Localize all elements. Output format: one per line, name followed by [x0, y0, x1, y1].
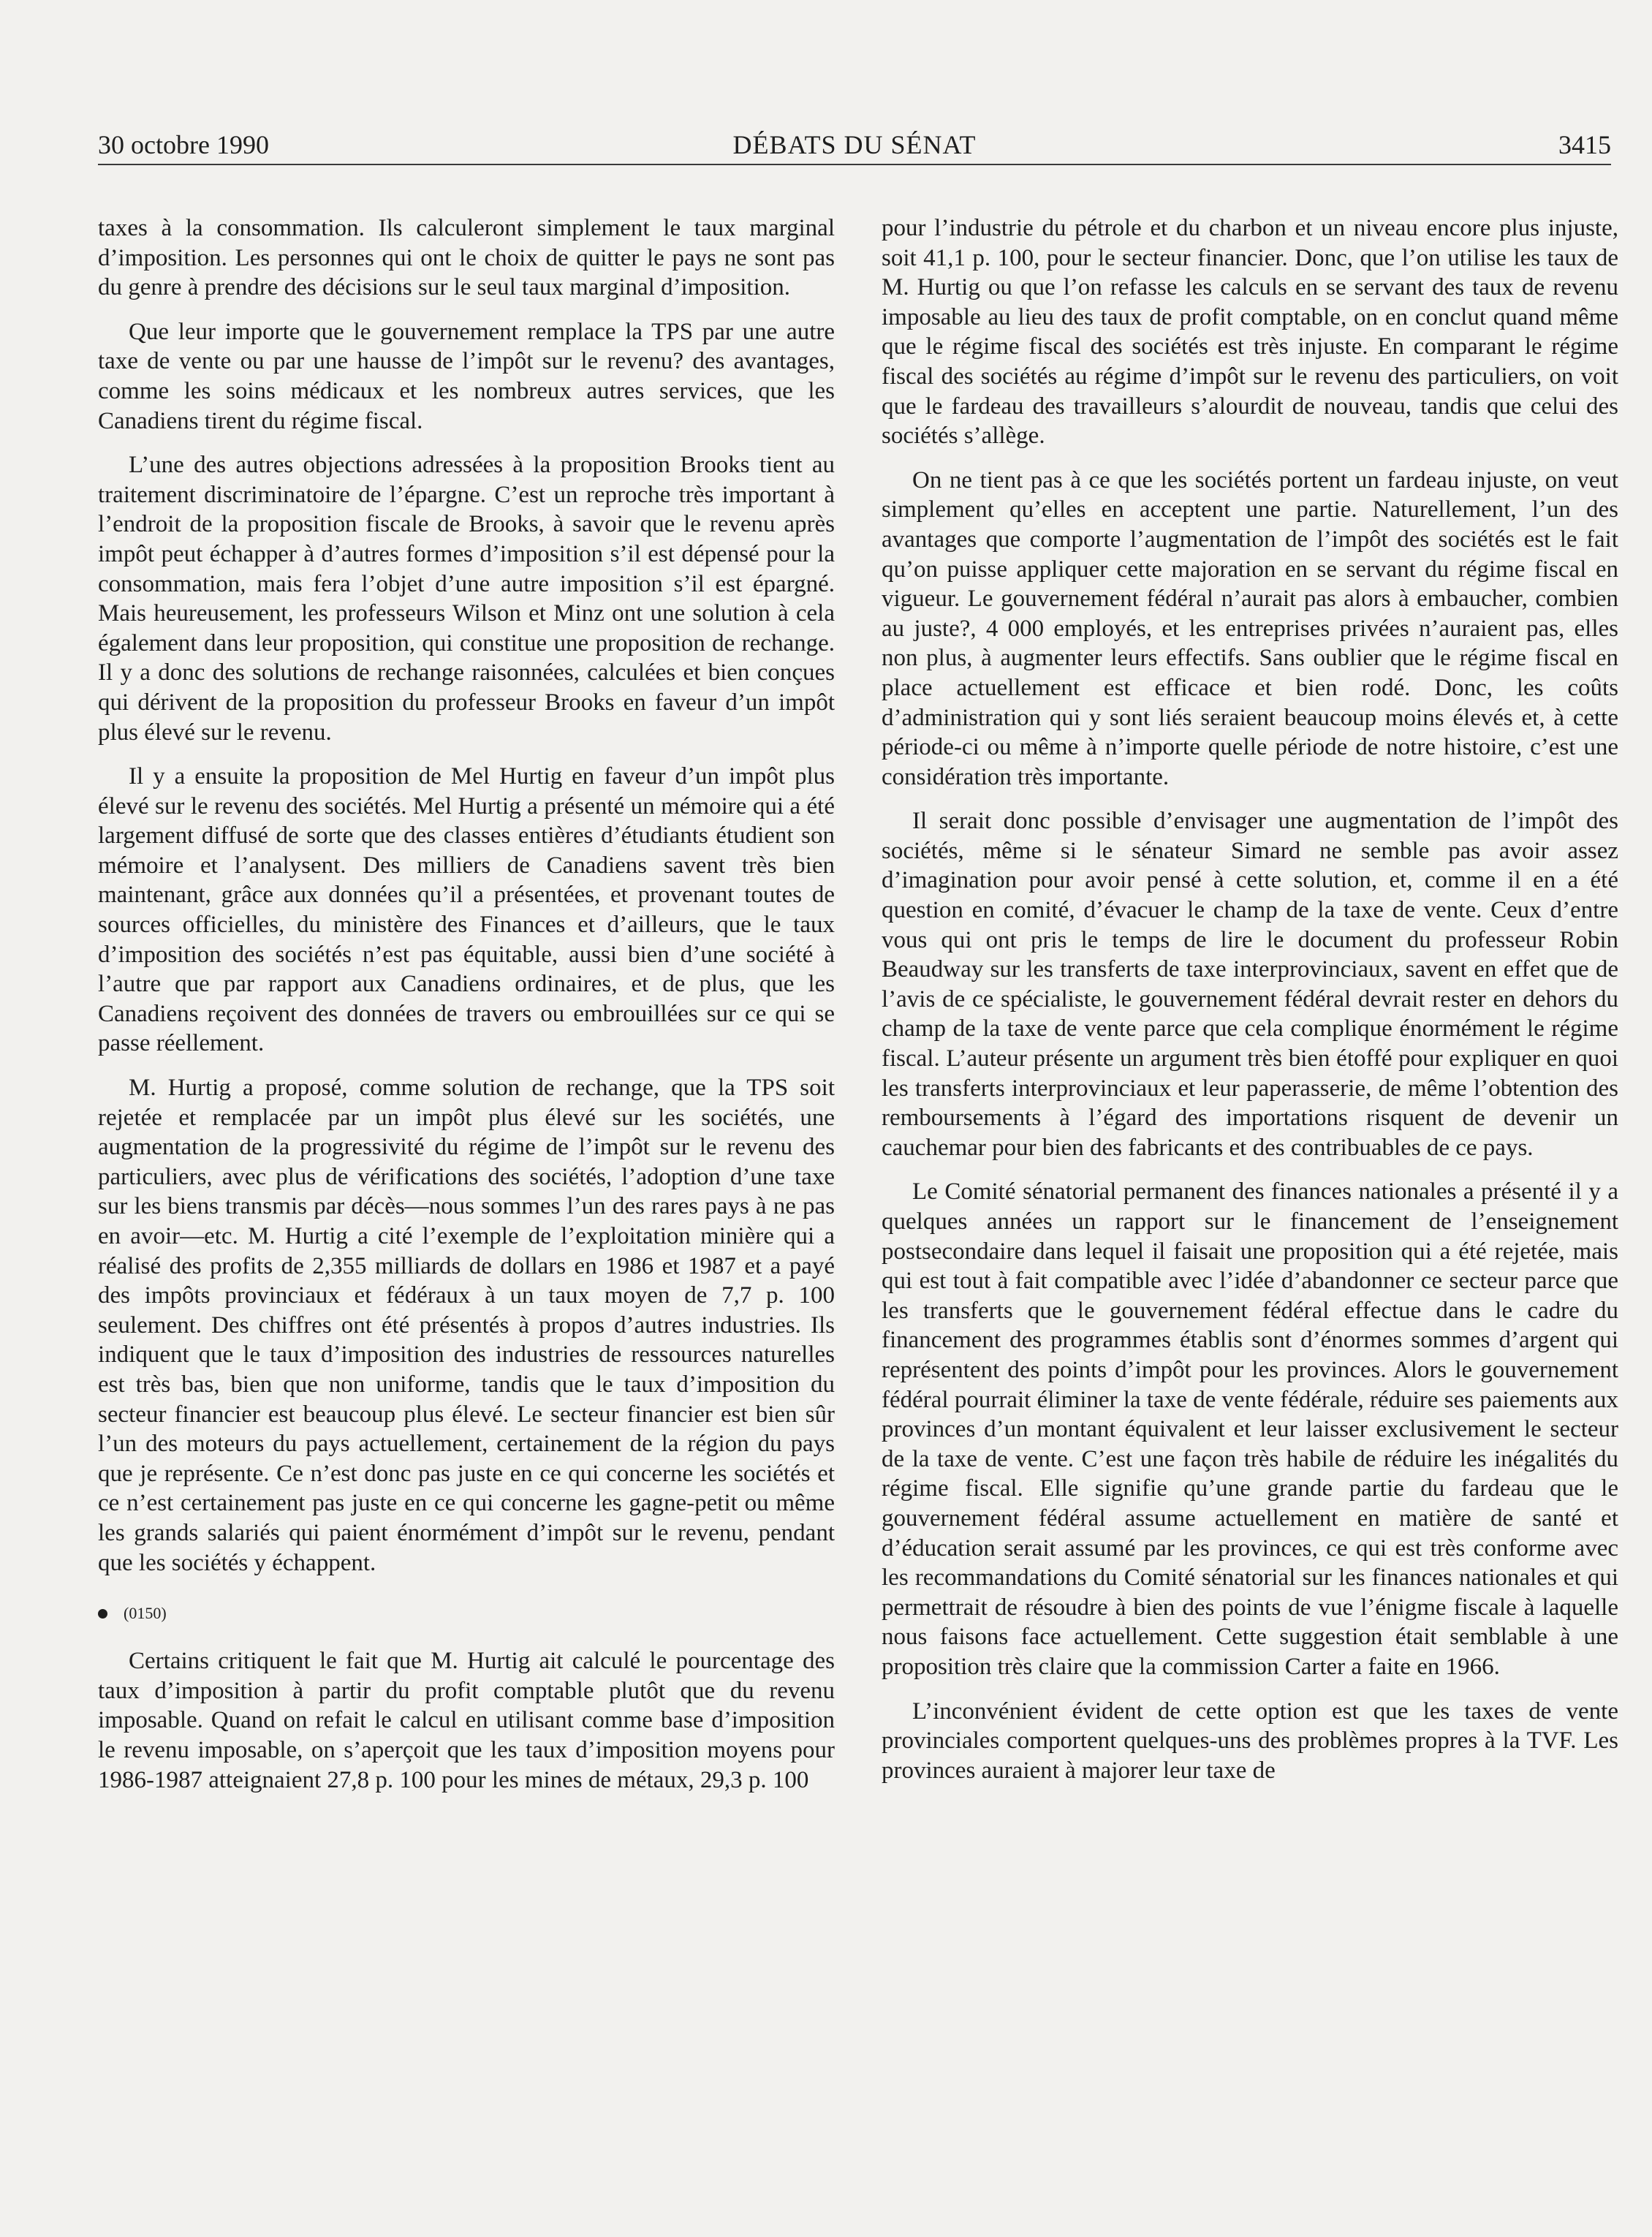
paragraph: taxes à la consommation. Ils calculeront simplement le taux marginal d’imposition. Les personnes qui ont le choix de quitter le pays ne sont pas du genre à prendre des décisions sur le seul taux marginal d’imposition.: [98, 215, 835, 301]
page-number: 3415: [1558, 130, 1611, 159]
header-rule: [98, 164, 1611, 165]
page-header: [98, 126, 1611, 164]
paragraph: Il serait donc possible d’envisager une augmentation de l’impôt des sociétés, même si le sénateur Simard ne semble pas avoir assez d’imagination pour avoir pensé à cette solution, et, comme il en a été question en comité, d’évacuer le champ de la taxe de vente. Ceux d’entre vous qui ont pris le temps de lire le document du professeur Robin Beaudway sur les transferts de taxe interprovinciaux, savent en effet que de l’avis de ce spécialiste, le gouvernement fédéral devrait rester en dehors du champ de la taxe de vente parce que cela complique énormément le régime fiscal. L’auteur présente un argument très bien étoffé pour expliquer en quoi les transferts interprovinciaux et leur paperasserie, de même l’obtention des remboursements à l’égard des importations risquent de devenir un cauchemar pour bien des fabricants et des contribuables de ce pays.: [882, 808, 1618, 1161]
time-marker: [98, 1602, 835, 1624]
paragraph: M. Hurtig a proposé, comme solution de rechange, que la TPS soit rejetée et remplacée par un impôt plus élevé sur les sociétés, une augmentation de la progressivité du régime de l’impôt sur le revenu des particuliers, avec plus de vérifications des sociétés, l’adoption d’une taxe sur les biens transmis par décès—nous sommes l’un des rares pays à ne pas en avoir—etc. M. Hurtig a cité l’exemple de l’exploitation minière qui a réalisé des profits de 2,355 milliards de dollars en 1986 et 1987 et a payé des impôts provinciaux et fédéraux à un taux moyen de 7,7 p. 100 seulement. Des chiffres ont été présentés à propos d’autres industries. Ils indiquent que le taux d’imposition des industries de ressources naturelles est très bas, bien que non uniforme, tandis que le taux d’imposition du secteur financier est beaucoup plus élevé. Le secteur financier est bien sûr l’un des moteurs du pays actuellement, certainement de la région du pays que je représente. Ce n’est donc pas juste en ce qui concerne les sociétés et ce n’est certainement pas juste en ce qui concerne les gagne-petit ou même les grands salariés qui paient énormément d’impôt sur le revenu, pendant que les sociétés y échappent.: [98, 1075, 835, 1576]
paragraph: Il y a ensuite la proposition de Mel Hurtig en faveur d’un impôt plus élevé sur le revenu des sociétés. Mel Hurtig a présenté un mémoire qui a été largement diffusé de sorte que des classes entières d’étudiants étudient son mémoire et l’analysent. Des milliers de Canadiens savent très bien maintenant, grâce aux données qu’il a présentées, et provenant toutes de sources officielles, du ministère des Finances et d’ailleurs, que le taux d’imposition des sociétés n’est pas équitable, aussi bien d’une société à l’autre que par rapport aux Canadiens ordinaires, et de plus, que les Canadiens reçoivent des données de travers ou embrouillées sur ce qui se passe réellement.: [98, 763, 835, 1057]
left-column: [98, 213, 835, 1809]
paragraph: On ne tient pas à ce que les sociétés portent un fardeau injuste, on veut simplement qu’elles en acceptent une partie. Naturellement, l’un des avantages que comporte l’augmentation de l’impôt des sociétés est le fait qu’on puisse appliquer cette majoration en se servant du régime fiscal en vigueur. Le gouvernement fédéral n’aurait pas alors à embaucher, combien au juste?, 4 000 employés, et les entreprises privées n’auraient pas, elles non plus, à augmenter leurs effectifs. Sans oublier que le régime fiscal en place actuellement est efficace et bien rodé. Donc, les coûts d’administration qui y sont liés seraient beaucoup moins élevés et, à cette période-ci ou même à n’importe quelle période de notre histoire, c’est une considération très importante.: [882, 466, 1618, 790]
header-title: DÉBATS DU SÉNAT: [732, 130, 977, 159]
time-marker-label: (0150): [124, 1604, 167, 1623]
paragraph: pour l’industrie du pétrole et du charbon et un niveau encore plus injuste, soit 41,1 p. 100, pour le secteur financier. Donc, que l’on utilise les taux de M. Hurtig ou que l’on refasse les calculs en se servant des taux de revenu imposable au lieu des taux de profit comptable, on en conclut quand même que le régime fiscal des sociétés est très injuste. En comparant le régime fiscal des sociétés au régime d’impôt sur le revenu des particuliers, on voit que le fardeau des travailleurs s’alourdit de nouveau, tandis que celui des sociétés s’allège.: [882, 215, 1618, 450]
paragraph: Le Comité sénatorial permanent des finances nationales a présenté il y a quelques années un rapport sur le financement de l’enseignement postsecondaire dans lequel il faisait une proposition qui a été rejetée, mais qui est tout à fait compatible avec l’idée d’abandonner ce secteur parce que les transferts que le gouvernement fédéral effectue dans le cadre du financement des programmes établis sont d’énormes sommes d’argent qui représentent des points d’impôt pour les provinces. Alors le gouvernement fédéral pourrait éliminer la taxe de vente fédérale, réduire ses paiements aux provinces d’un montant équivalent et leur laisser exclusivement le secteur de la taxe de vente. C’est une façon très habile de réduire les inégalités du régime fiscal. Elle signifie qu’une grande partie du fardeau que le gouvernement fédéral assume actuellement en matière de santé et d’éducation serait assumé par les provinces, ce qui est très conforme avec les recommandations du Comité sénatorial sur les finances nationales et qui permettrait de résoudre à bien des points de vue l’énigme fiscale à laquelle nous faisons face actuellement. Cette suggestion était semblable à une proposition très claire que la commission Carter a faite en 1966.: [882, 1178, 1618, 1680]
header-date: 30 octobre 1990: [98, 130, 269, 159]
paragraph: L’une des autres objections adressées à la proposition Brooks tient au traitement discriminatoire de l’épargne. C’est un reproche très important à l’endroit de la proposition fiscale de Brooks, à savoir que le revenu après impôt peut échapper à d’autres formes d’imposition s’il est dépensé pour la consommation, mais fera l’objet d’une autre imposition s’il est épargné. Mais heureusement, les professeurs Wilson et Minz ont une solution à cela également dans leur proposition, qui constitue une proposition de rechange. Il y a donc des solutions de rechange raisonnées, calculées et bien conçues qui dérivent de la proposition du professeur Brooks en faveur d’un impôt plus élevé sur le revenu.: [98, 452, 835, 746]
bullet-icon: [98, 1609, 107, 1619]
right-column: [882, 213, 1618, 1800]
paragraph: Que leur importe que le gouvernement remplace la TPS par une autre taxe de vente ou par une hausse de l’impôt sur le revenu? des avantages, comme les soins médicaux et les nombreux autres services, que les Canadiens tirent du régime fiscal.: [98, 318, 835, 434]
paragraph: Certains critiquent le fait que M. Hurtig ait calculé le pourcentage des taux d’imposition à partir du profit comptable plutôt que du revenu imposable. Quand on refait le calcul en utilisant comme base d’imposition le revenu imposable, on s’aperçoit que les taux d’imposition moyens pour 1986-1987 atteignaient 27,8 p. 100 pour les mines de métaux, 29,3 p. 100: [98, 1648, 835, 1793]
paragraph: L’inconvénient évident de cette option est que les taxes de vente provinciales comportent quelques-uns des problèmes propres à la TVF. Les provinces auraient à majorer leur taxe de: [882, 1697, 1618, 1784]
